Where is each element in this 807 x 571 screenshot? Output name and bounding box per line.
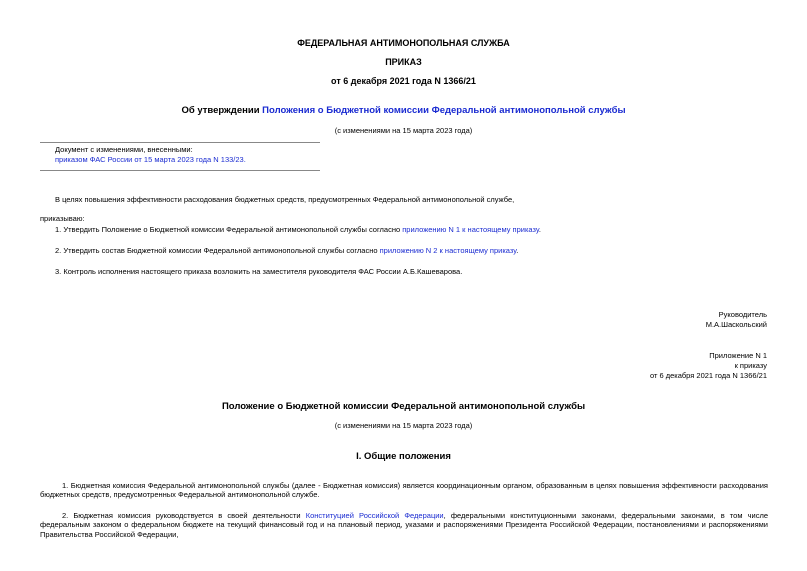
- changes-note: (с изменениями на 15 марта 2023 года): [334, 126, 473, 135]
- amendments-label: Документ с изменениями, внесенными:: [55, 145, 193, 154]
- order-word: приказываю:: [40, 214, 85, 223]
- regulation-changes-note: (с изменениями на 15 марта 2023 года): [334, 421, 473, 430]
- document-date: от 6 декабря 2021 года N 1366/21: [331, 76, 476, 86]
- appendix-line-2: к приказу: [734, 361, 767, 370]
- regulation-paragraph-1: 1. Бюджетная комиссия Федеральной антимонопольной службы (далее - Бюджетная комиссия) является координационным органом, образованным в целях повышения эффективности расходования бюджетных средств, предусмотренных Федеральной антимонопольной службе.: [40, 481, 768, 500]
- signature-role: Руководитель: [718, 310, 767, 319]
- section-title: I. Общие положения: [356, 451, 451, 462]
- agency-name: ФЕДЕРАЛЬНАЯ АНТИМОНОПОЛЬНАЯ СЛУЖБА: [297, 38, 510, 48]
- order-item-2-end: .: [516, 246, 519, 255]
- appendix-2-link[interactable]: приложению N 2 к настоящему приказу: [379, 246, 517, 255]
- document-title-prefix: Об утверждении: [181, 105, 263, 116]
- appendix-line-3: от 6 декабря 2021 года N 1366/21: [649, 371, 767, 380]
- appendix-line-1: Приложение N 1: [709, 351, 767, 360]
- amendments-bottom-rule: [40, 170, 320, 171]
- order-item-3: 3. Контроль исполнения настоящего приказа возложить на заместителя руководителя ФАС России А.Б.Кашеварова.: [55, 267, 463, 276]
- regulation-paragraph-2-text: 2. Бюджетная комиссия руководствуется в своей деятельности: [62, 511, 306, 520]
- regulation-paragraph-2-rest: , федеральными конституционными законами, федеральными законами, в том числе федеральным законом о федеральном бюджете на текущий финансовый год и на плановый период, указами и распоряжениями Президента Российской Федерации, постановлениями и распоряжениями Правительства Российской Федерации,: [40, 511, 769, 539]
- regulation-title: Положение о Бюджетной комиссии Федеральной антимонопольной службы: [221, 401, 586, 412]
- regulation-title-link[interactable]: Положения о Бюджетной комиссии Федеральной антимонопольной службы: [262, 105, 626, 116]
- order-item-1: [55, 225, 541, 234]
- document-type: ПРИКАЗ: [385, 57, 422, 67]
- intro-paragraph: В целях повышения эффективности расходования бюджетных средств, предусмотренных Федеральной антимонопольной службе,: [55, 195, 515, 204]
- amendment-order-link[interactable]: приказом ФАС России от 15 марта 2023 года N 133/23.: [55, 155, 246, 164]
- signature-name: М.А.Шаскольский: [705, 320, 767, 329]
- order-item-1-end: .: [538, 225, 541, 234]
- order-item-2: [55, 246, 518, 255]
- appendix-1-link[interactable]: приложению N 1 к настоящему приказу: [402, 225, 539, 234]
- order-item-1-text: 1. Утвердить Положение о Бюджетной комиссии Федеральной антимонопольной службы согласно: [55, 225, 403, 234]
- order-item-2-text: 2. Утвердить состав Бюджетной комиссии Федеральной антимонопольной службы согласно: [55, 246, 380, 255]
- document-title: [0, 105, 807, 117]
- regulation-paragraph-2: [40, 511, 768, 539]
- amendments-top-rule: [40, 142, 320, 143]
- constitution-link[interactable]: Конституцией Российской Федерации: [305, 511, 444, 520]
